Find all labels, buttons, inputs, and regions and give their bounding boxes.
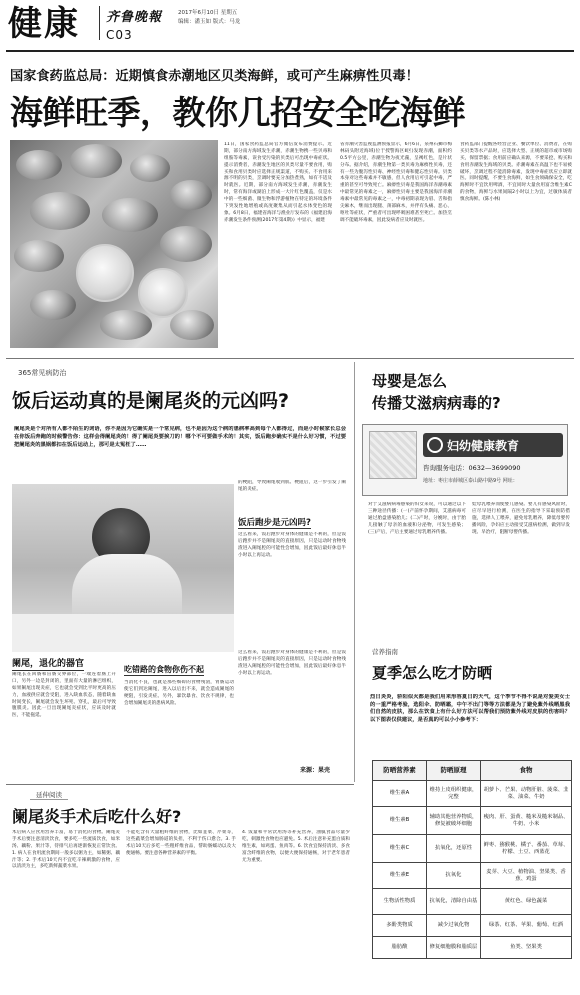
surgery-column-2: 不能吃含有大量粗纤维的食物，比如韭菜、芹菜等，这些蔬菜会增加肠道的负担，不利于伤口愈合。3. 手术后10天后多吃一些粗纤维食品，帮助肠蠕动以及大便通畅。要注意各种营养素的平衡。 (126, 830, 236, 856)
hiv-column-2: 娃母乳喂养而使婴儿感染。婴儿有感染风险时，应尽早进行检测，在医生的指导下采取预防措施，选择人工喂养，避免母乳喂养，降低母婴传播风险，孕妇应主动接受艾滋病检测，做到早发现、早治疗，阻断母婴传播。 (472, 502, 570, 535)
surgery-column-tag: 延伸阅读 (30, 790, 68, 800)
table-cell: 鲜枣、猕猴桃、橘子、番茄、草莓、柠檬、土豆、西蓝花 (481, 835, 572, 863)
table-row (373, 889, 572, 915)
table-cell: 抗氧化，还原性 (427, 835, 481, 863)
table-cell: 抗氧化，清除自由基 (427, 889, 481, 915)
nutrition-table (372, 760, 572, 959)
masthead-rule (6, 50, 574, 52)
table-row (373, 807, 572, 835)
clinic-logo-icon (427, 437, 443, 453)
table-cell: 黄红色、绿色蔬菜 (481, 889, 572, 915)
appendicitis-intro: 阑尾炎是个对所有人都不陌生的词语，你不是因为它确实是一个常见病，也不是因为这个病的患病率高到每个人都得过，而是小时候家长总会在你饭后奔跑的时候警告你：这样会得阑尾炎的！得了阑尾炎要挨刀的！哪个不可要做手术的！其实，饭后跑步确实不是什么好习惯，不过要把阑尾炎的黑锅都扣在饭后运动上，那可是太冤枉了…… (14, 426, 346, 448)
summer-headline: 夏季怎么吃才防晒 (372, 664, 493, 682)
banner-title: 妇幼健康教育 (447, 439, 520, 453)
stomach-pain-photo (12, 484, 234, 652)
table-cell: 麦芽、大豆、植物油、坚果类、香蕉、鸡蛋 (481, 863, 572, 889)
table-cell: 鱼类、坚果类 (481, 937, 572, 959)
table-row (373, 863, 572, 889)
table-header: 防晒营养素 (373, 761, 427, 781)
table-cell: 绿茶、红茶、苹果、葡萄、红酒 (481, 915, 572, 937)
table-cell: 多酚类物质 (373, 915, 427, 937)
page-number: C03 (106, 28, 133, 42)
food-subhead: 吃错路的食物你伤不起 (124, 665, 204, 674)
appendicitis-column-tag: 365常见病防治 (18, 369, 67, 377)
surgery-headline: 阑尾炎手术后吃什么好? (12, 807, 182, 826)
lead-column-1: 11日，国家食药监总局官方微信发布消费提示。近期，部分南方海域发生赤潮，赤潮生物携一些贝毒和组胺等毒素，误食受污染的贝类后可出现中毒症状。提示消费者，赤潮发生地区的贝类尽量不要食用，购买和食用贝类时应选择正规渠道，不购买、不食用来源不明的贝类，烹调时要充分加热煮熟，如有不适及时就医。近期，部分南方海域发生赤潮，赤潮发生时，常有海洋或湖泊上形成一大片红色覆盖，仅是水中的一些细菌、微生物和浮游植物在特定的环境条件下突发性地增殖或高度聚集从而引起水体变色的现象。6月8日，福建省海洋与渔业厅发布的《福建沿海赤潮发生条件预测(2017年第4期)》中显示，福建 (224, 142, 332, 223)
section-title: 健康 (8, 4, 80, 44)
table-cell: 维生素C (373, 835, 427, 863)
appendix-subhead: 阑尾，退化的器官 (12, 656, 84, 671)
table-cell: 脂肪酸 (373, 937, 427, 959)
table-cell: 瘦肉、肝、蛋黄、糙米及糙米制品、牛奶、小米 (481, 807, 572, 835)
seafood-photo (10, 140, 218, 348)
page-editors: 编辑：潘玉如 版式：马龙 (178, 19, 241, 25)
banner-phone: 咨询服务电话：0632—3699090 (423, 464, 521, 472)
table-cell: 胡萝卜、芒果、动物肝脏、菠菜、韭菜、油菜、牛奶 (481, 781, 572, 807)
table-row (373, 915, 572, 937)
appendicitis-column-2a: 的梗阻，导致阑尾收到肌、梗阻后，这一步引发了阑尾的炎症。 (238, 480, 346, 492)
running-subhead: 饭后跑步是元凶吗? (238, 518, 311, 528)
table-cell: 抗氧化 (427, 863, 481, 889)
table-row (373, 937, 572, 959)
newspaper-logo: 齐鲁晚報 (106, 10, 163, 25)
table-cell: 生物活性物质 (373, 889, 427, 915)
masthead-divider (99, 6, 100, 40)
surgery-column-3: 4. 饭量和平常饮用汤等补充营养，油腻食品尽量少吃，刺激性食物也应避免。5. 术后注意补充蛋白质和维生素，如鸡蛋、鱼肉等。6. 饮食宜保持清淡、多食富含纤维的食物，以便大便保持通畅，对于老年患者尤为重要。 (242, 830, 350, 863)
table-row (373, 781, 572, 807)
appendicitis-headline: 饭后运动真的是阑尾炎的元凶吗? (12, 390, 290, 412)
appendicitis-column-2b: 这么看来，饭后跑步对身体的健康是不利的，但是饭后跑步并不是阑尾炎的直接原因，只是运动时食物残渣进入阑尾腔的可能性会增加，因此饭后最好休息半小时以上再运动。 (238, 532, 346, 558)
table-header: 防晒原理 (427, 761, 481, 781)
health-education-banner (362, 424, 568, 496)
table-row (373, 835, 572, 863)
table-cell: 辅助其他营养物质，修复被破坏细胞 (427, 807, 481, 835)
summer-column-tag: 营养指南 (372, 648, 398, 656)
hiv-headline-2: 传播艾滋病病毒的? (372, 394, 501, 412)
table-cell: 修复细胞膜和脂质层 (427, 937, 481, 959)
hiv-headline-1: 母婴是怎么 (372, 372, 448, 390)
hospital-photo (369, 431, 417, 479)
lead-kicker: 国家食药监总局：近期慎食赤潮地区贝类海鲜，或可产生麻痹性贝毒！ (10, 69, 419, 84)
hiv-column-1: 对于艾滋病病毒感染的妇女来说，可以通过以下三种途径传播：(一)产前怀孕期间，艾滋病毒可通过胎盘感染胎儿；(二)产时，分娩时，由于胎儿接触了母亲的血液和分泌物，可发生感染；(三)产后，产后主要通过母乳喂养传播。 (368, 502, 466, 535)
table-cell: 减少过氧化物 (427, 915, 481, 937)
appendicitis-column-3: 这么看来，饭后跑步对身体的健康是不利的，但是饭后跑步并不是阑尾炎的直接原因，只是运动时食物残渣进入阑尾腔的可能性会增加，因此饭后最好休息半小时以上再运动。 (238, 650, 346, 676)
table-cell: 维生素B (373, 807, 427, 835)
summer-intro: 烈日炎炎，骄阳似火都是我们用来形容夏日的天气，这个季节不得不说是对爱美女士的一重严格考验，选阳伞、防晒霜，中午不出门等等方法都是为了避免紫外线晒黑我们自然的皮肤，那么在饮食上有什么好方法可以帮我们预防紫外线对皮肤的伤害吗？以下图表仅供建议，是否真的可以小小参考下： (370, 694, 570, 724)
lead-headline: 海鲜旺季，教你几招安全吃海鲜 (10, 93, 465, 132)
surgery-rule (6, 784, 354, 785)
issue-date: 2017年6月10日 星期五 (178, 10, 238, 16)
lead-column-2: 省赤潮灾害监视监测预报显示，6月6日，泉州石狮市梅林码头附近海域(位于授警海区Ⅱ区)发现赤潮，面积约0.5平方公里，赤潮生物为夜光藻，呈褐红色，是片状分布。据介绍，赤潮生物第一类贝毒为麻痹性贝毒，还有一些为腹泻性贝毒、神经性贝毒和健忘性贝毒。贝类本身对这些毒素并不敏感，但人食用后可引起中毒，严重的甚至可导致死亡。麻痹性贝毒是我国海洋赤潮毒素中最常见的毒素之一，麻痹性贝毒主要是我国海洋赤潮毒素中最常见的毒素之一，中毒初期表现为唇、舌和指尖麻木，继而出现腿、颈部麻木，并伴有头痛、恶心、呕吐等症状，严重者可出现呼吸困难甚至死亡。加热烹调不能破坏毒素，因此发病者应及时就医。 (340, 142, 452, 223)
appendicitis-column-2c: 当消化不良，也就是那些细碎的食物残渣，胃肠运动使它们到达阑尾，进入以后出不来，就会造成阑尾的梗阻，引发炎症。另外，暴饮暴食、饮食不规律，也会增加阑尾炎的患病风险。 (124, 680, 234, 706)
table-cell: 维生素E (373, 863, 427, 889)
lead-column-3: 食药监部门提醒各经营企业、餐饮单位、消费者，在购买贝类等水产品时，应选择大型、正规的超市或市场购买，保留票据；食用前应确认来源，不要采挖、购买和食用赤潮发生海域的贝类。赤潮毒素在高温下也不易被破坏，烹调过程不能消除毒素，发现中毒症状应立即就医。同时提醒，不要生食海鲜，如生食须确保安全，吃海鲜时不宜饮用啤酒，不宜同时大量食用富含维生素C的食物，海鲜与水果间隔2小时以上为宜，过敏体质者慎食海鲜。(陈小林) (460, 142, 572, 203)
surgery-column-1: 术后病人应食用营养丰富，易于消化的食物。阑尾炎手术后要注意清淡饮食，要多吃一些流质饮食，如米汤、藕粉、果汁等，待排气后再逐渐恢复正常饮食。1. 病人在食用流食期间一般多以粥为主，如稀粥、藕汁等；2. 手术后10天内不宜吃辛辣刺激的食物，应以清淡为主，多吃新鲜蔬菜水果。 (12, 830, 120, 870)
column-divider (354, 362, 355, 782)
section-rule (6, 358, 574, 359)
appendicitis-column-1: 阑尾长在回肠和盲肠交界部位，一端连着肠上开口，另外一边是封闭的，里面有大量的淋巴组织，如果阑尾出现炎症，它也就会受到比平时更高的压力，血液供应就会受阻，进入缺血状态，随着缺血时间变长，阑尾就会发生坏死、穿孔，最后可导致腹膜炎。因此一旦出现阑尾炎症状，应该及时就医，不能拖延。 (12, 672, 116, 719)
table-cell: 维生素A (373, 781, 427, 807)
banner-address: 地址：枣庄市薛城区泰山路中路9号 网址： (423, 478, 518, 484)
appendicitis-source: 来源：果壳 (300, 767, 331, 774)
table-cell: 维持上皮组织健康，完整 (427, 781, 481, 807)
table-header: 食物 (481, 761, 572, 781)
